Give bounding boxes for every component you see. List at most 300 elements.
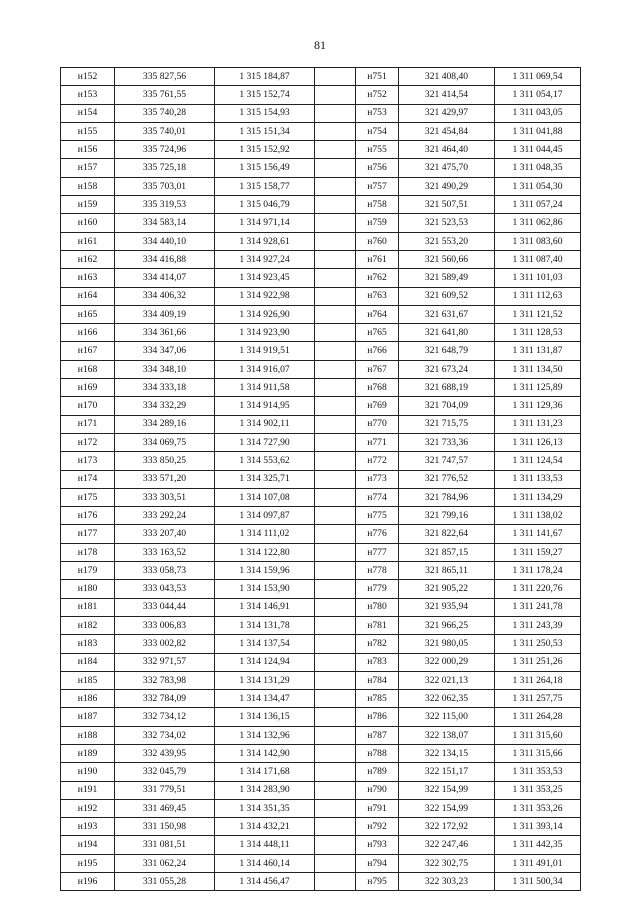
point-id-cell: н770 [356, 415, 399, 433]
table-row [61, 726, 581, 744]
x-coordinate-cell: 321 475,70 [399, 159, 495, 177]
x-coordinate-cell: 331 779,51 [115, 781, 215, 799]
point-id-cell: н751 [356, 68, 399, 86]
x-coordinate-cell: 321 865,11 [399, 562, 495, 580]
x-coordinate-cell: 321 429,97 [399, 104, 495, 122]
table-row [61, 232, 581, 250]
point-id-cell: н780 [356, 598, 399, 616]
point-id-cell: н758 [356, 196, 399, 214]
x-coordinate-cell: 332 783,98 [115, 671, 215, 689]
x-coordinate-cell: 321 733,36 [399, 433, 495, 451]
x-coordinate-cell: 333 850,25 [115, 452, 215, 470]
y-coordinate-cell: 1 314 134,47 [215, 690, 315, 708]
empty-separator-cell [315, 269, 356, 287]
table-row [61, 653, 581, 671]
point-id-cell: н180 [61, 580, 115, 598]
x-coordinate-cell: 322 115,00 [399, 708, 495, 726]
table-row [61, 360, 581, 378]
point-id-cell: н155 [61, 122, 115, 140]
x-coordinate-cell: 321 507,51 [399, 196, 495, 214]
point-id-cell: н763 [356, 287, 399, 305]
y-coordinate-cell: 1 311 054,30 [495, 177, 581, 195]
table-row [61, 269, 581, 287]
x-coordinate-cell: 334 414,07 [115, 269, 215, 287]
x-coordinate-cell: 335 724,96 [115, 141, 215, 159]
y-coordinate-cell: 1 311 442,35 [495, 836, 581, 854]
y-coordinate-cell: 1 311 251,26 [495, 653, 581, 671]
empty-separator-cell [315, 68, 356, 86]
coordinates-table-body [61, 68, 581, 891]
y-coordinate-cell: 1 315 152,92 [215, 141, 315, 159]
point-id-cell: н170 [61, 397, 115, 415]
point-id-cell: н186 [61, 690, 115, 708]
table-row [61, 690, 581, 708]
x-coordinate-cell: 322 172,92 [399, 818, 495, 836]
y-coordinate-cell: 1 314 553,62 [215, 452, 315, 470]
table-row [61, 836, 581, 854]
point-id-cell: н765 [356, 324, 399, 342]
y-coordinate-cell: 1 314 171,68 [215, 763, 315, 781]
table-row [61, 818, 581, 836]
x-coordinate-cell: 335 827,56 [115, 68, 215, 86]
x-coordinate-cell: 322 000,29 [399, 653, 495, 671]
y-coordinate-cell: 1 311 264,18 [495, 671, 581, 689]
point-id-cell: н795 [356, 873, 399, 891]
y-coordinate-cell: 1 315 156,49 [215, 159, 315, 177]
y-coordinate-cell: 1 314 432,21 [215, 818, 315, 836]
x-coordinate-cell: 321 408,40 [399, 68, 495, 86]
x-coordinate-cell: 333 163,52 [115, 543, 215, 561]
y-coordinate-cell: 1 314 456,47 [215, 873, 315, 891]
point-id-cell: н774 [356, 488, 399, 506]
x-coordinate-cell: 322 021,13 [399, 671, 495, 689]
table-row [61, 562, 581, 580]
point-id-cell: н753 [356, 104, 399, 122]
table-row [61, 525, 581, 543]
x-coordinate-cell: 321 704,09 [399, 397, 495, 415]
point-id-cell: н187 [61, 708, 115, 726]
empty-separator-cell [315, 214, 356, 232]
x-coordinate-cell: 321 776,52 [399, 470, 495, 488]
x-coordinate-cell: 334 583,14 [115, 214, 215, 232]
point-id-cell: н172 [61, 433, 115, 451]
x-coordinate-cell: 321 464,40 [399, 141, 495, 159]
y-coordinate-cell: 1 311 054,17 [495, 86, 581, 104]
point-id-cell: н185 [61, 671, 115, 689]
y-coordinate-cell: 1 311 129,36 [495, 397, 581, 415]
empty-separator-cell [315, 708, 356, 726]
empty-separator-cell [315, 598, 356, 616]
x-coordinate-cell: 331 055,28 [115, 873, 215, 891]
x-coordinate-cell: 335 740,01 [115, 122, 215, 140]
empty-separator-cell [315, 397, 356, 415]
table-row [61, 452, 581, 470]
y-coordinate-cell: 1 314 460,14 [215, 854, 315, 872]
empty-separator-cell [315, 122, 356, 140]
coordinates-table [60, 67, 581, 891]
x-coordinate-cell: 332 971,57 [115, 653, 215, 671]
y-coordinate-cell: 1 315 046,79 [215, 196, 315, 214]
y-coordinate-cell: 1 311 125,89 [495, 379, 581, 397]
point-id-cell: н167 [61, 342, 115, 360]
empty-separator-cell [315, 342, 356, 360]
x-coordinate-cell: 321 857,15 [399, 543, 495, 561]
point-id-cell: н159 [61, 196, 115, 214]
table-row [61, 122, 581, 140]
y-coordinate-cell: 1 311 126,13 [495, 433, 581, 451]
page-number: 81 [314, 38, 326, 52]
y-coordinate-cell: 1 311 121,52 [495, 305, 581, 323]
empty-separator-cell [315, 726, 356, 744]
point-id-cell: н775 [356, 507, 399, 525]
point-id-cell: н181 [61, 598, 115, 616]
y-coordinate-cell: 1 311 243,39 [495, 616, 581, 634]
y-coordinate-cell: 1 314 283,90 [215, 781, 315, 799]
point-id-cell: н168 [61, 360, 115, 378]
table-row [61, 799, 581, 817]
point-id-cell: н767 [356, 360, 399, 378]
y-coordinate-cell: 1 311 041,88 [495, 122, 581, 140]
point-id-cell: н790 [356, 781, 399, 799]
empty-separator-cell [315, 196, 356, 214]
y-coordinate-cell: 1 311 048,35 [495, 159, 581, 177]
x-coordinate-cell: 333 571,20 [115, 470, 215, 488]
y-coordinate-cell: 1 315 152,74 [215, 86, 315, 104]
y-coordinate-cell: 1 311 069,54 [495, 68, 581, 86]
y-coordinate-cell: 1 311 062,86 [495, 214, 581, 232]
point-id-cell: н189 [61, 744, 115, 762]
y-coordinate-cell: 1 311 057,24 [495, 196, 581, 214]
empty-separator-cell [315, 799, 356, 817]
x-coordinate-cell: 321 641,80 [399, 324, 495, 342]
point-id-cell: н756 [356, 159, 399, 177]
table-row [61, 305, 581, 323]
y-coordinate-cell: 1 314 911,58 [215, 379, 315, 397]
table-row [61, 196, 581, 214]
x-coordinate-cell: 321 631,67 [399, 305, 495, 323]
y-coordinate-cell: 1 314 914,95 [215, 397, 315, 415]
point-id-cell: н789 [356, 763, 399, 781]
x-coordinate-cell: 334 440,10 [115, 232, 215, 250]
table-row [61, 671, 581, 689]
y-coordinate-cell: 1 311 178,24 [495, 562, 581, 580]
x-coordinate-cell: 334 332,29 [115, 397, 215, 415]
y-coordinate-cell: 1 311 128,53 [495, 324, 581, 342]
table-row [61, 379, 581, 397]
point-id-cell: н754 [356, 122, 399, 140]
y-coordinate-cell: 1 315 184,87 [215, 68, 315, 86]
x-coordinate-cell: 321 747,57 [399, 452, 495, 470]
empty-separator-cell [315, 854, 356, 872]
empty-separator-cell [315, 360, 356, 378]
table-row [61, 598, 581, 616]
empty-separator-cell [315, 616, 356, 634]
point-id-cell: н152 [61, 68, 115, 86]
x-coordinate-cell: 333 043,53 [115, 580, 215, 598]
y-coordinate-cell: 1 311 138,02 [495, 507, 581, 525]
empty-separator-cell [315, 562, 356, 580]
y-coordinate-cell: 1 314 919,51 [215, 342, 315, 360]
point-id-cell: н156 [61, 141, 115, 159]
point-id-cell: н194 [61, 836, 115, 854]
point-id-cell: н794 [356, 854, 399, 872]
y-coordinate-cell: 1 314 146,91 [215, 598, 315, 616]
empty-separator-cell [315, 836, 356, 854]
empty-separator-cell [315, 873, 356, 891]
y-coordinate-cell: 1 311 044,45 [495, 141, 581, 159]
y-coordinate-cell: 1 311 250,53 [495, 635, 581, 653]
x-coordinate-cell: 333 006,83 [115, 616, 215, 634]
point-id-cell: н173 [61, 452, 115, 470]
empty-separator-cell [315, 324, 356, 342]
empty-separator-cell [315, 415, 356, 433]
point-id-cell: н791 [356, 799, 399, 817]
y-coordinate-cell: 1 314 971,14 [215, 214, 315, 232]
x-coordinate-cell: 335 703,01 [115, 177, 215, 195]
table-row [61, 507, 581, 525]
y-coordinate-cell: 1 314 122,80 [215, 543, 315, 561]
point-id-cell: н761 [356, 250, 399, 268]
empty-separator-cell [315, 379, 356, 397]
point-id-cell: н769 [356, 397, 399, 415]
table-row [61, 415, 581, 433]
y-coordinate-cell: 1 311 393,14 [495, 818, 581, 836]
point-id-cell: н776 [356, 525, 399, 543]
table-row [61, 873, 581, 891]
x-coordinate-cell: 334 069,75 [115, 433, 215, 451]
point-id-cell: н772 [356, 452, 399, 470]
point-id-cell: н164 [61, 287, 115, 305]
empty-separator-cell [315, 104, 356, 122]
point-id-cell: н760 [356, 232, 399, 250]
x-coordinate-cell: 322 062,35 [399, 690, 495, 708]
x-coordinate-cell: 334 361,66 [115, 324, 215, 342]
x-coordinate-cell: 322 138,07 [399, 726, 495, 744]
table-row [61, 287, 581, 305]
point-id-cell: н154 [61, 104, 115, 122]
x-coordinate-cell: 321 673,24 [399, 360, 495, 378]
point-id-cell: н175 [61, 488, 115, 506]
empty-separator-cell [315, 818, 356, 836]
x-coordinate-cell: 333 292,24 [115, 507, 215, 525]
x-coordinate-cell: 321 609,52 [399, 287, 495, 305]
y-coordinate-cell: 1 314 132,96 [215, 726, 315, 744]
point-id-cell: н178 [61, 543, 115, 561]
empty-separator-cell [315, 250, 356, 268]
x-coordinate-cell: 331 469,45 [115, 799, 215, 817]
point-id-cell: н183 [61, 635, 115, 653]
x-coordinate-cell: 321 454,84 [399, 122, 495, 140]
point-id-cell: н182 [61, 616, 115, 634]
empty-separator-cell [315, 635, 356, 653]
empty-separator-cell [315, 177, 356, 195]
x-coordinate-cell: 333 002,82 [115, 635, 215, 653]
empty-separator-cell [315, 781, 356, 799]
y-coordinate-cell: 1 314 136,15 [215, 708, 315, 726]
table-row [61, 342, 581, 360]
y-coordinate-cell: 1 311 134,29 [495, 488, 581, 506]
x-coordinate-cell: 331 150,98 [115, 818, 215, 836]
x-coordinate-cell: 322 247,46 [399, 836, 495, 854]
table-row [61, 781, 581, 799]
x-coordinate-cell: 335 725,18 [115, 159, 215, 177]
y-coordinate-cell: 1 314 727,90 [215, 433, 315, 451]
x-coordinate-cell: 321 490,29 [399, 177, 495, 195]
y-coordinate-cell: 1 315 158,77 [215, 177, 315, 195]
point-id-cell: н174 [61, 470, 115, 488]
point-id-cell: н179 [61, 562, 115, 580]
y-coordinate-cell: 1 311 112,63 [495, 287, 581, 305]
y-coordinate-cell: 1 311 353,26 [495, 799, 581, 817]
point-id-cell: н788 [356, 744, 399, 762]
x-coordinate-cell: 333 303,51 [115, 488, 215, 506]
point-id-cell: н771 [356, 433, 399, 451]
x-coordinate-cell: 332 734,02 [115, 726, 215, 744]
y-coordinate-cell: 1 314 928,61 [215, 232, 315, 250]
point-id-cell: н193 [61, 818, 115, 836]
y-coordinate-cell: 1 311 043,05 [495, 104, 581, 122]
point-id-cell: н157 [61, 159, 115, 177]
empty-separator-cell [315, 690, 356, 708]
point-id-cell: н768 [356, 379, 399, 397]
point-id-cell: н190 [61, 763, 115, 781]
y-coordinate-cell: 1 311 491,01 [495, 854, 581, 872]
table-row [61, 68, 581, 86]
x-coordinate-cell: 322 134,15 [399, 744, 495, 762]
x-coordinate-cell: 334 347,06 [115, 342, 215, 360]
x-coordinate-cell: 321 414,54 [399, 86, 495, 104]
y-coordinate-cell: 1 314 111,02 [215, 525, 315, 543]
empty-separator-cell [315, 507, 356, 525]
table-row [61, 635, 581, 653]
point-id-cell: н762 [356, 269, 399, 287]
point-id-cell: н786 [356, 708, 399, 726]
y-coordinate-cell: 1 315 154,93 [215, 104, 315, 122]
x-coordinate-cell: 322 151,17 [399, 763, 495, 781]
point-id-cell: н783 [356, 653, 399, 671]
x-coordinate-cell: 321 560,66 [399, 250, 495, 268]
y-coordinate-cell: 1 311 315,60 [495, 726, 581, 744]
point-id-cell: н160 [61, 214, 115, 232]
table-row [61, 543, 581, 561]
x-coordinate-cell: 322 302,75 [399, 854, 495, 872]
y-coordinate-cell: 1 315 151,34 [215, 122, 315, 140]
point-id-cell: н188 [61, 726, 115, 744]
y-coordinate-cell: 1 311 315,66 [495, 744, 581, 762]
table-row [61, 470, 581, 488]
x-coordinate-cell: 321 715,75 [399, 415, 495, 433]
table-row [61, 159, 581, 177]
point-id-cell: н169 [61, 379, 115, 397]
y-coordinate-cell: 1 311 159,27 [495, 543, 581, 561]
point-id-cell: н755 [356, 141, 399, 159]
x-coordinate-cell: 331 062,24 [115, 854, 215, 872]
y-coordinate-cell: 1 314 097,87 [215, 507, 315, 525]
table-row [61, 580, 581, 598]
table-row [61, 104, 581, 122]
table-row [61, 616, 581, 634]
point-id-cell: н793 [356, 836, 399, 854]
y-coordinate-cell: 1 314 927,24 [215, 250, 315, 268]
y-coordinate-cell: 1 314 448,11 [215, 836, 315, 854]
x-coordinate-cell: 335 761,55 [115, 86, 215, 104]
x-coordinate-cell: 333 058,73 [115, 562, 215, 580]
x-coordinate-cell: 322 154,99 [399, 781, 495, 799]
x-coordinate-cell: 334 409,19 [115, 305, 215, 323]
empty-separator-cell [315, 159, 356, 177]
empty-separator-cell [315, 671, 356, 689]
point-id-cell: н752 [356, 86, 399, 104]
table-row [61, 141, 581, 159]
x-coordinate-cell: 321 905,22 [399, 580, 495, 598]
y-coordinate-cell: 1 314 923,90 [215, 324, 315, 342]
y-coordinate-cell: 1 311 264,28 [495, 708, 581, 726]
point-id-cell: н779 [356, 580, 399, 598]
y-coordinate-cell: 1 314 916,07 [215, 360, 315, 378]
y-coordinate-cell: 1 311 141,67 [495, 525, 581, 543]
table-row [61, 488, 581, 506]
y-coordinate-cell: 1 311 241,78 [495, 598, 581, 616]
x-coordinate-cell: 334 333,18 [115, 379, 215, 397]
y-coordinate-cell: 1 311 220,76 [495, 580, 581, 598]
point-id-cell: н171 [61, 415, 115, 433]
y-coordinate-cell: 1 314 142,90 [215, 744, 315, 762]
empty-separator-cell [315, 488, 356, 506]
y-coordinate-cell: 1 311 083,60 [495, 232, 581, 250]
table-row [61, 86, 581, 104]
point-id-cell: н161 [61, 232, 115, 250]
y-coordinate-cell: 1 314 153,90 [215, 580, 315, 598]
x-coordinate-cell: 332 439,95 [115, 744, 215, 762]
y-coordinate-cell: 1 314 922,98 [215, 287, 315, 305]
x-coordinate-cell: 332 784,09 [115, 690, 215, 708]
empty-separator-cell [315, 763, 356, 781]
y-coordinate-cell: 1 314 159,96 [215, 562, 315, 580]
table-row [61, 854, 581, 872]
point-id-cell: н784 [356, 671, 399, 689]
table-row [61, 433, 581, 451]
x-coordinate-cell: 334 416,88 [115, 250, 215, 268]
y-coordinate-cell: 1 314 131,29 [215, 671, 315, 689]
point-id-cell: н792 [356, 818, 399, 836]
x-coordinate-cell: 335 319,53 [115, 196, 215, 214]
y-coordinate-cell: 1 314 131,78 [215, 616, 315, 634]
point-id-cell: н766 [356, 342, 399, 360]
point-id-cell: н787 [356, 726, 399, 744]
point-id-cell: н196 [61, 873, 115, 891]
empty-separator-cell [315, 86, 356, 104]
y-coordinate-cell: 1 311 500,34 [495, 873, 581, 891]
empty-separator-cell [315, 287, 356, 305]
table-row [61, 324, 581, 342]
empty-separator-cell [315, 653, 356, 671]
x-coordinate-cell: 334 348,10 [115, 360, 215, 378]
point-id-cell: н773 [356, 470, 399, 488]
point-id-cell: н777 [356, 543, 399, 561]
empty-separator-cell [315, 543, 356, 561]
empty-separator-cell [315, 305, 356, 323]
table-row [61, 744, 581, 762]
x-coordinate-cell: 333 044,44 [115, 598, 215, 616]
y-coordinate-cell: 1 311 124,54 [495, 452, 581, 470]
point-id-cell: н163 [61, 269, 115, 287]
table-row [61, 214, 581, 232]
y-coordinate-cell: 1 314 902,11 [215, 415, 315, 433]
point-id-cell: н176 [61, 507, 115, 525]
table-row [61, 763, 581, 781]
empty-separator-cell [315, 232, 356, 250]
x-coordinate-cell: 321 784,96 [399, 488, 495, 506]
